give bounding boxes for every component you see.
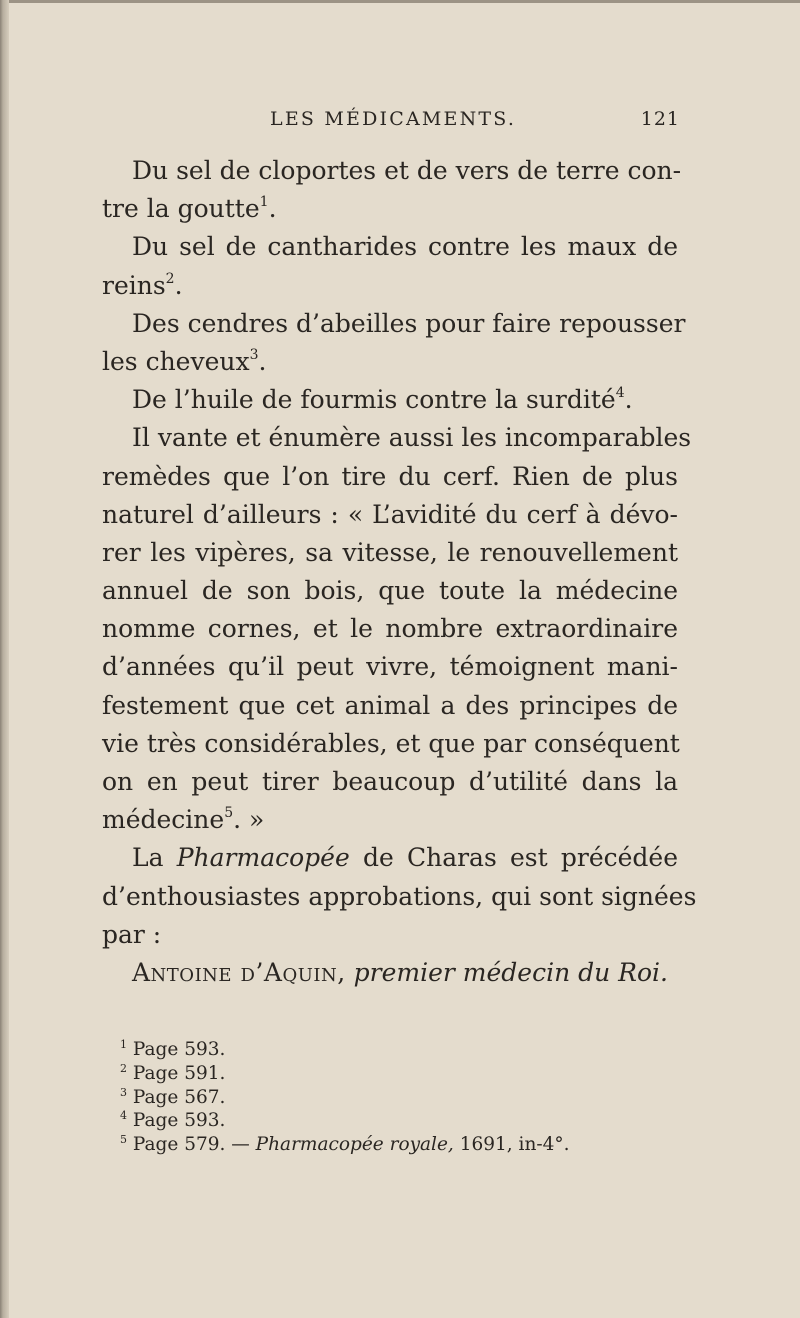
text-line: festement que cet animal a des principes de <box>102 690 678 720</box>
text-line: médecine$^5$. » <box>102 805 265 835</box>
text-line: par : <box>102 919 162 949</box>
text-line: reins$^2$. <box>102 270 183 300</box>
text-line: Du sel de cloportes et de vers de terre con- <box>132 156 682 185</box>
text-line: La Pharmacopée de Charas est précédée <box>132 843 679 873</box>
text-line: remèdes que l’on tire du cerf. Rien de plus <box>102 461 678 491</box>
text-line: nomme cornes, et le nombre extraordinaire <box>102 614 678 644</box>
italic-title: Pharmacopée <box>176 843 350 873</box>
text-line: on en peut tirer beaucoup d’utilité dans la <box>102 767 678 796</box>
body-text <box>102 152 697 992</box>
footnote: $^1$ Page 593. <box>120 1038 226 1060</box>
page-binding-edge <box>0 0 9 1318</box>
text-line: naturel d’ailleurs : « L’avidité du cerf à dévo- <box>102 499 678 529</box>
text-line: vie très considérables, et que par conséquent <box>102 728 680 758</box>
text-line: Il vante et énumère aussi les incomparables <box>132 423 692 453</box>
running-title: LES MÉDICAMENTS. <box>270 108 517 130</box>
footnote-ref: 4 <box>615 385 625 402</box>
text-line: d’années qu’il peut vivre, témoignent mani- <box>102 652 678 682</box>
signatory-name: Antoine d’Aquin, <box>132 957 346 987</box>
signature-line <box>102 954 678 992</box>
page-number: 121 <box>640 108 680 130</box>
footnote: $^3$ Page 567. <box>120 1085 226 1108</box>
footnotes <box>120 1038 680 1157</box>
footnote: $^4$ Page 593. <box>120 1109 226 1132</box>
text-line: les cheveux$^3$. <box>102 346 267 376</box>
footnote-ref: 2 <box>165 270 175 287</box>
page-top-edge <box>0 0 800 3</box>
text-line: De l’huile de fourmis contre la surdité$^4$. <box>132 385 633 415</box>
text-line: annuel de son bois, que toute la médecine <box>102 576 678 606</box>
text-line: tre la goutte$^1$. <box>102 194 277 224</box>
footnote: $^5$ Page 579. — Pharmacopée royale, 1691, in-4°. <box>120 1133 570 1156</box>
footnote-ref: 3 <box>249 346 259 363</box>
text-line: d’enthousiastes approbations, qui sont signées <box>102 881 697 911</box>
page-header <box>100 108 680 138</box>
footnote: $^2$ Page 591. <box>120 1061 226 1084</box>
footnote-ref: 5 <box>224 805 234 822</box>
footnote-ref: 1 <box>259 194 269 211</box>
signatory-title: premier médecin du Roi. <box>353 957 668 987</box>
text-line: rer les vipères, sa vitesse, le renouvellement <box>102 537 678 567</box>
text-line: Des cendres d’abeilles pour faire repousser <box>132 308 686 338</box>
text-line: Du sel de cantharides contre les maux de <box>132 232 678 262</box>
